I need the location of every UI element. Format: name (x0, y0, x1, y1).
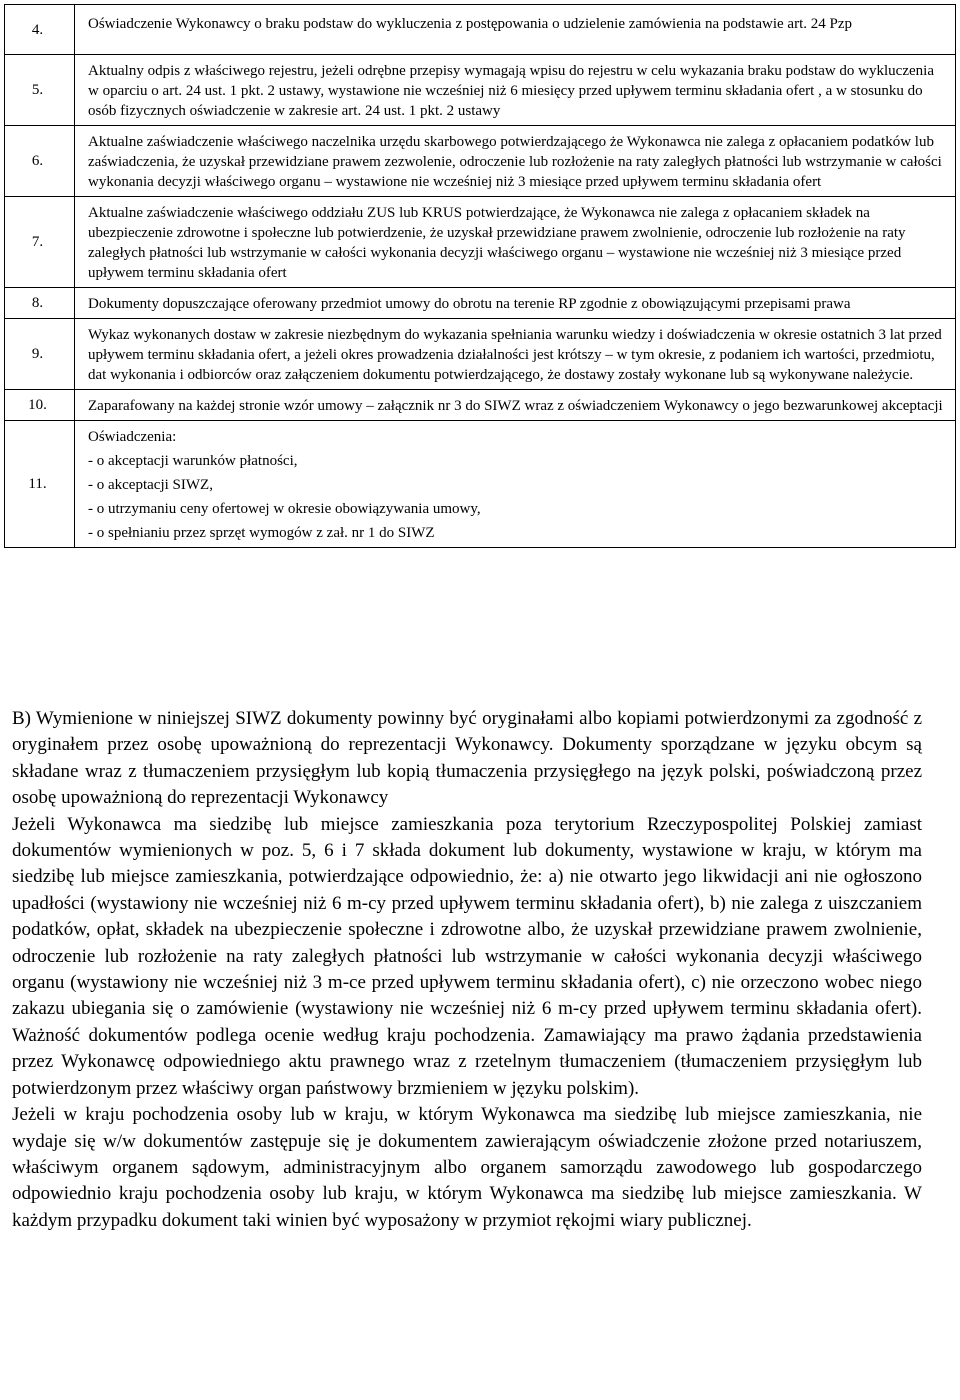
table-row (5, 288, 956, 319)
row-text: Aktualne zaświadczenie właściwego naczelnika urzędu skarbowego potwierdzającego że Wykonawca nie zalega z opłacaniem podatków lub zaświadczenia, że uzyskał przewidziane prawem zezwolenie, odroczenie lub rozłożenie na raty zaległych płatności lub wstrzymanie w całości wykonania decyzji właściwego organu – wystawione nie wcześniej niż 3 miesiące przed upływem terminu składania ofert (75, 126, 956, 197)
requirements-table (4, 4, 956, 548)
row-number: 10. (5, 390, 75, 421)
row-number: 11. (5, 421, 75, 548)
statement-item: - o spełnianiu przez sprzęt wymogów z zał. nr 1 do SIWZ (88, 525, 435, 541)
section-b (12, 706, 922, 1234)
row-text: Wykaz wykonanych dostaw w zakresie niezbędnym do wykazania spełniania warunku wiedzy i doświadczenia w okresie ostatnich 3 lat przed upływem terminu składania ofert, a jeżeli okres prowadzenia działalności jest krótszy – w tym okresie, z podaniem ich wartości, przedmiotu, dat wykonania i odbiorców oraz załączeniem dokumentu potwierdzającego, że dostawy zostały wykonane lub są wykonywane należycie. (75, 319, 956, 390)
table-row (5, 55, 956, 126)
statements-cell (75, 421, 956, 548)
section-b-paragraph: Jeżeli w kraju pochodzenia osoby lub w kraju, w którym Wykonawca ma siedzibę lub miejsce zamieszkania, nie wydaje się w/w dokumentów zastępuje się je dokumentem zawierającym oświadczenie złożone przed notariuszem, właściwym organem sądowym, administracyjnym albo organem samorządu zawodowego lub gospodarczego odpowiednio kraju pochodzenia osoby lub kraju, w którym Wykonawca ma siedzibę lub miejsce zamieszkania. W każdym przypadku dokument taki winien być wyposażony w przymiot rękojmi wiary publicznej. (12, 1104, 922, 1231)
row-number: 4. (5, 5, 75, 55)
row-number: 9. (5, 319, 75, 390)
section-b-paragraph: B) Wymienione w niniejszej SIWZ dokumenty powinny być oryginałami albo kopiami potwierdzonymi za zgodność z oryginałem przez osobę upoważnioną do reprezentacji Wykonawcy. Dokumenty sporządzane w języku obcym są składane wraz z tłumaczeniem przysięgłym lub kopią tłumaczenia przysięgłego na język polski, poświadczoną przez osobę upoważnioną do reprezentacji Wykonawcy (12, 708, 922, 809)
section-b-paragraph: Jeżeli Wykonawca ma siedzibę lub miejsce zamieszkania poza terytorium Rzeczypospolitej Polskiej zamiast dokumentów wymienionych w poz. 5, 6 i 7 składa dokument lub dokumenty, wystawione w kraju, w którym ma siedzibę lub miejsce zamieszkania, potwierdzające odpowiednio, że: a) nie otwarto jego likwidacji ani nie ogłoszono upadłości (wystawiony nie wcześniej niż 6 m-cy przed upływem terminu składania ofert), b) nie zalega z uiszczaniem podatków, opłat, składek na ubezpieczenie społeczne i zdrowotne albo, że uzyskał przewidziane prawem zwolnienie, odroczenie lub rozłożenie na raty zaległych płatności lub wstrzymanie w całości wykonania decyzji właściwego organu (wystawiony nie wcześniej niż 3 m-ce przed upływem terminu składania ofert), c) nie orzeczono wobec niego zakazu ubiegania się o zamówienie (wystawiony nie wcześniej niż 6 m-cy przed upływem terminu składania ofert). Ważność dokumentów podlega ocenie według kraju pochodzenia. Zamawiający ma prawo żądania przedstawienia przez Wykonawcę odpowiedniego aktu prawnego wraz z rzetelnym tłumaczeniem (tłumaczeniem przysięgłym lub potwierdzonym przez właściwy organ państwowy brzmieniem w języku polskim). (12, 813, 922, 1099)
row-number: 6. (5, 126, 75, 197)
row-number: 7. (5, 197, 75, 288)
table-row (5, 197, 956, 288)
table-row (5, 319, 956, 390)
row-text: Aktualny odpis z właściwego rejestru, jeżeli odrębne przepisy wymagają wpisu do rejestru w celu wykazania braku podstaw do wykluczenia w oparciu o art. 24 ust. 1 pkt. 2 ustawy, wystawione nie wcześniej niż 6 miesięcy przed upływem terminu składania ofert , a w stosunku do osób fizycznych oświadczenie w zakresie art. 24 ust. 1 pkt. 2 ustawy (75, 55, 956, 126)
row-text: Dokumenty dopuszczające oferowany przedmiot umowy do obrotu na terenie RP zgodnie z obowiązującymi przepisami prawa (75, 288, 956, 319)
statement-item: - o utrzymaniu ceny ofertowej w okresie obowiązywania umowy, (88, 501, 481, 517)
statement-item: - o akceptacji warunków płatności, (88, 453, 298, 469)
table-row (5, 390, 956, 421)
table-row (5, 126, 956, 197)
statement-item: - o akceptacji SIWZ, (88, 477, 213, 493)
row-text: Zaparafowany na każdej stronie wzór umowy – załącznik nr 3 do SIWZ wraz z oświadczeniem Wykonawcy o jego bezwarunkowej akceptacji (75, 390, 956, 421)
row-text: Oświadczenie Wykonawcy o braku podstaw do wykluczenia z postępowania o udzielenie zamówienia na podstawie art. 24 Pzp (75, 5, 956, 55)
table-row (5, 421, 956, 548)
row-text: Aktualne zaświadczenie właściwego oddziału ZUS lub KRUS potwierdzające, że Wykonawca nie zalega z opłacaniem składek na ubezpieczenie zdrowotne i społeczne lub potwierdzenie, że uzyskał przewidziane prawem zwolnienie, odroczenie lub rozłożenie na raty zaległych płatności lub wstrzymanie w całości wykonania decyzji właściwego organu – wystawione nie wcześniej niż 3 miesiące przed upływem terminu składania ofert (75, 197, 956, 288)
row-number: 8. (5, 288, 75, 319)
statements-title: Oświadczenia: (88, 429, 177, 445)
table-row (5, 5, 956, 55)
row-number: 5. (5, 55, 75, 126)
